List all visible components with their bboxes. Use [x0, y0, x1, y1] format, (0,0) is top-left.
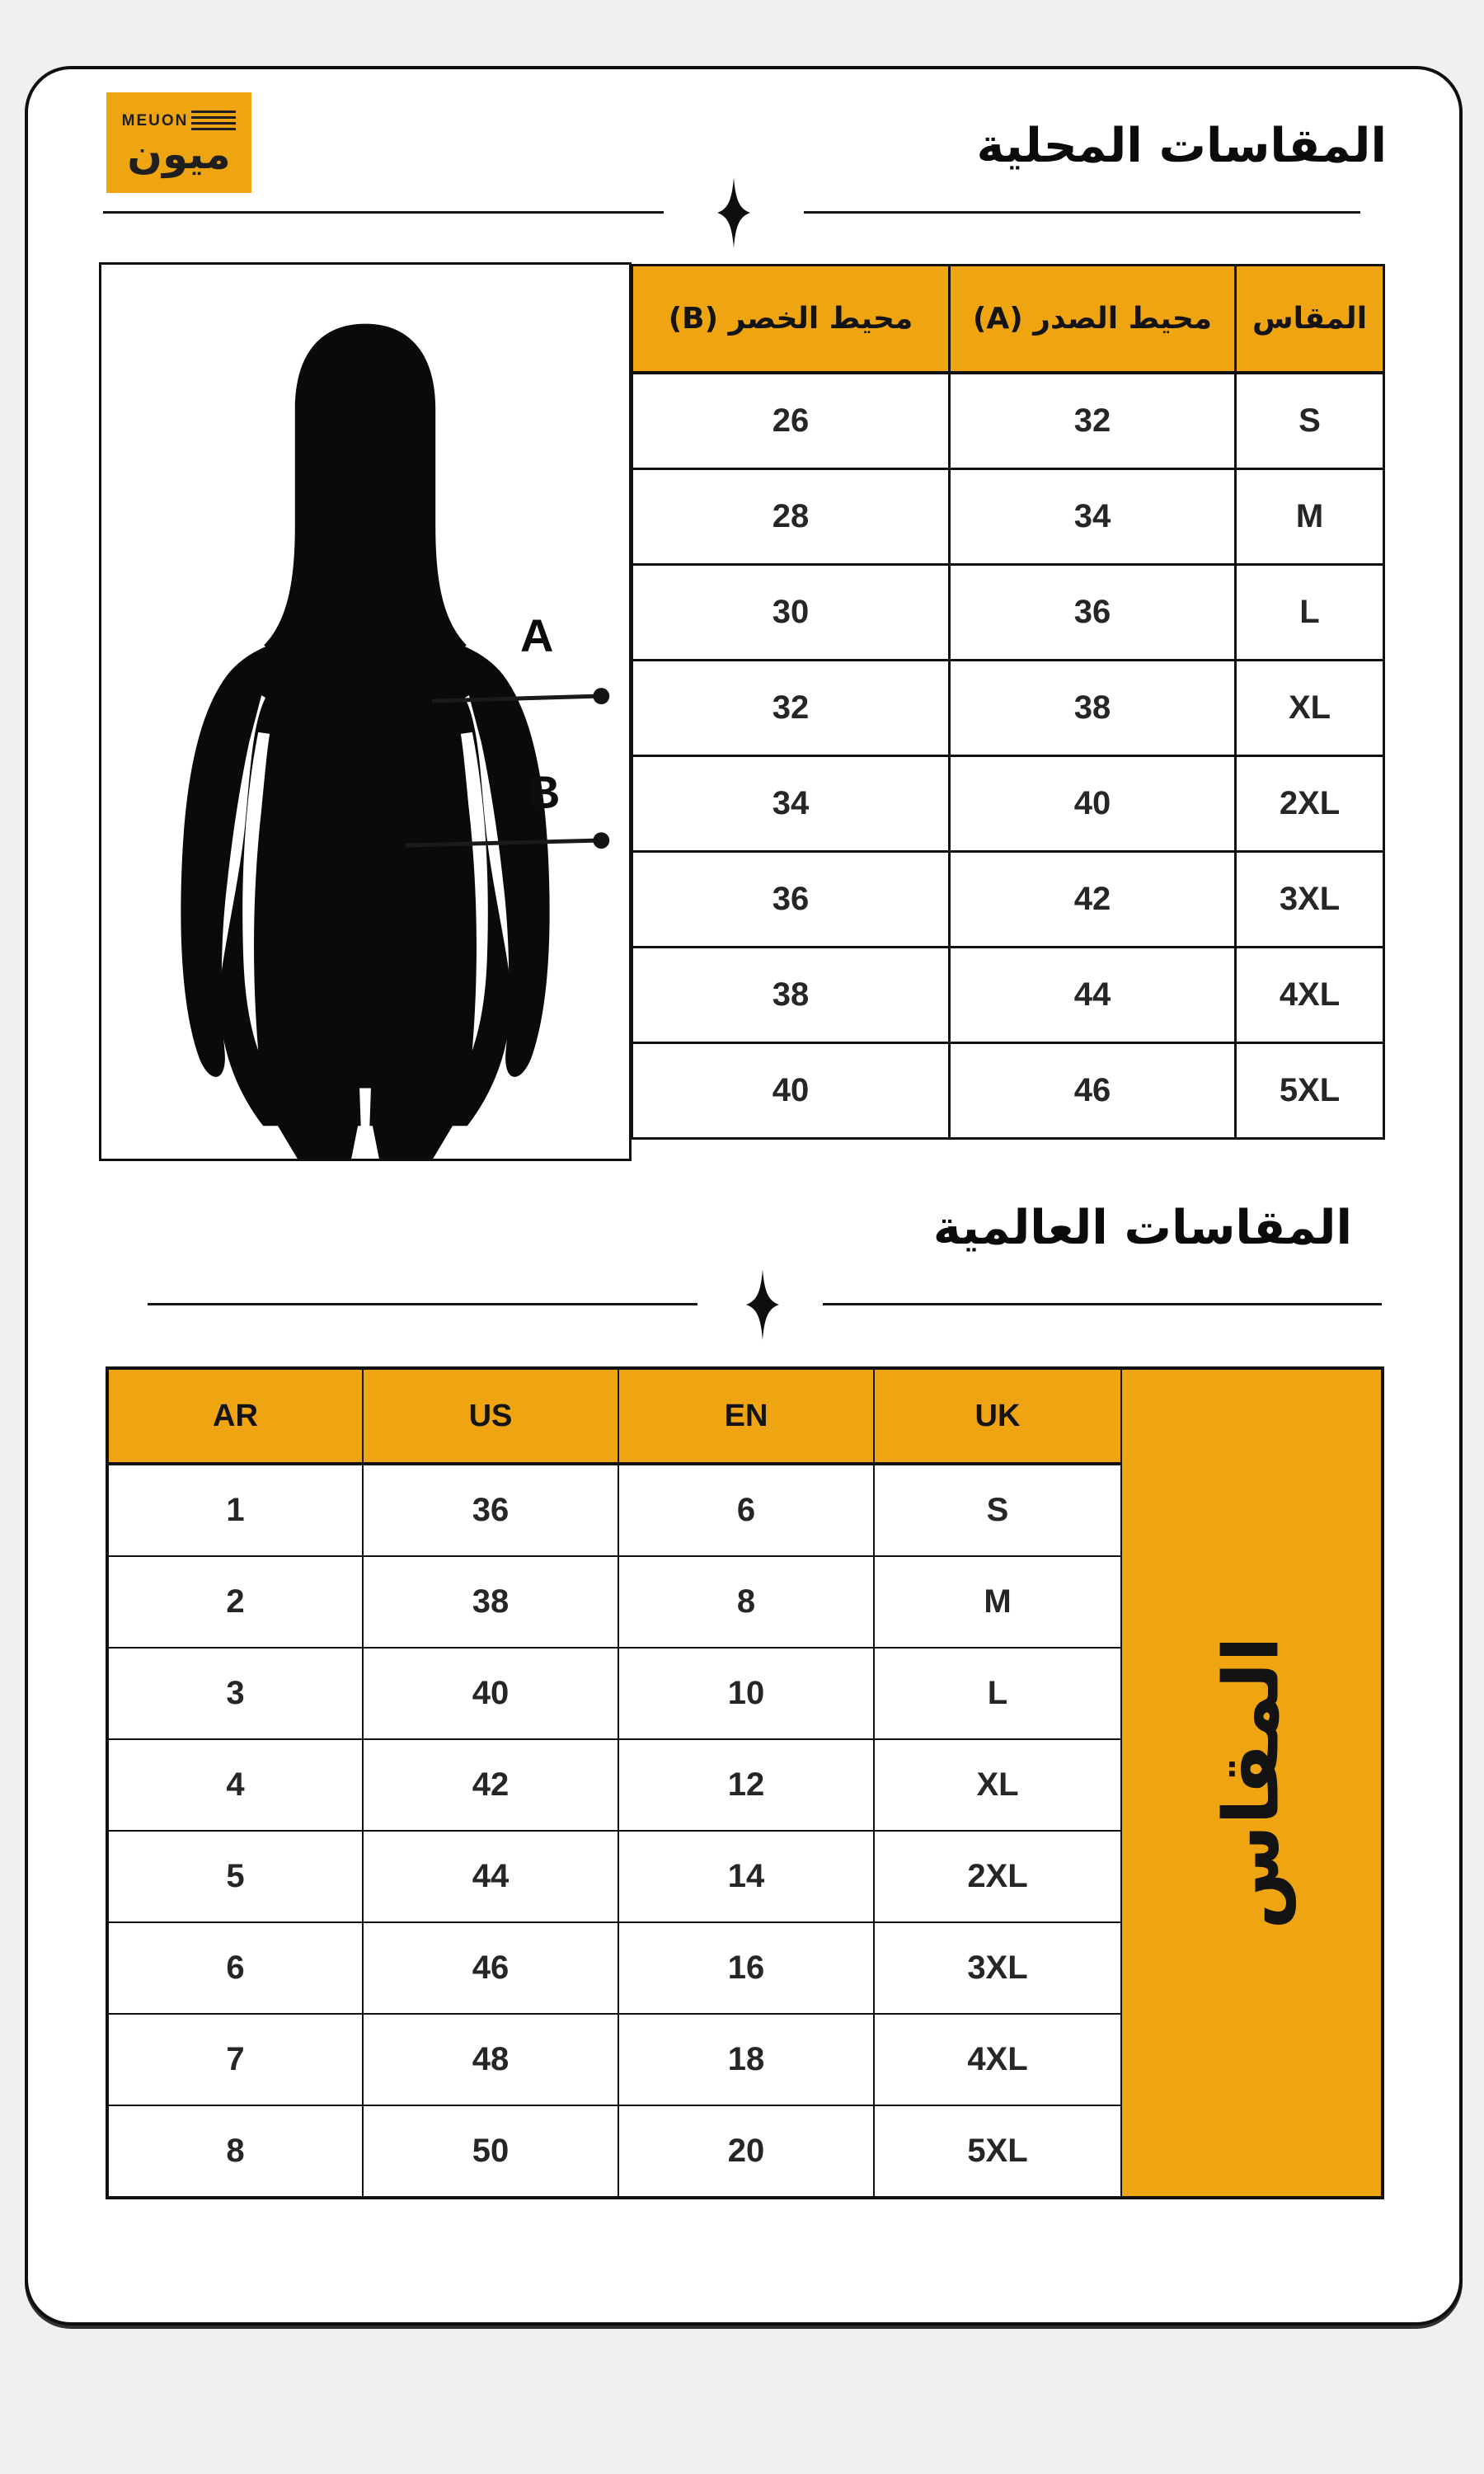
size-cell: 5XL — [1236, 1043, 1384, 1139]
ar-col-header: AR — [107, 1368, 363, 1464]
us-col-header: US — [363, 1368, 618, 1464]
en-cell: 8 — [618, 1556, 874, 1648]
waist-col-header: محيط الخصر (B) — [632, 266, 950, 374]
divider-line — [823, 1303, 1382, 1305]
waist-cell: 34 — [632, 756, 950, 852]
size-side-column — [1121, 1368, 1383, 2198]
table-row — [632, 1043, 1384, 1139]
uk-cell: 4XL — [874, 2014, 1121, 2105]
international-sizes-table — [106, 1366, 1384, 2199]
table-row — [632, 756, 1384, 852]
en-cell: 18 — [618, 2014, 874, 2105]
table-header-row — [632, 266, 1384, 374]
international-sizes-title: المقاسات العالمية — [932, 1201, 1352, 1255]
table-row — [632, 373, 1384, 469]
logo-latin-text: MEUON — [121, 111, 189, 129]
us-cell: 36 — [363, 1464, 618, 1556]
woman-silhouette-illustration — [101, 265, 629, 1159]
us-cell: 48 — [363, 2014, 618, 2105]
chest-cell: 40 — [950, 756, 1236, 852]
waist-cell: 40 — [632, 1043, 950, 1139]
size-cell: 2XL — [1236, 756, 1384, 852]
chest-cell: 34 — [950, 469, 1236, 565]
ar-cell: 4 — [107, 1739, 363, 1831]
size-cell: XL — [1236, 661, 1384, 756]
table-row — [632, 661, 1384, 756]
uk-cell: 3XL — [874, 1922, 1121, 2014]
table-row — [632, 469, 1384, 565]
chest-pointer-dot — [593, 688, 609, 704]
size-cell: 4XL — [1236, 948, 1384, 1043]
us-cell: 44 — [363, 1831, 618, 1922]
chest-cell: 44 — [950, 948, 1236, 1043]
en-col-header: EN — [618, 1368, 874, 1464]
chest-cell: 42 — [950, 852, 1236, 948]
logo-arabic-text: ميون — [127, 130, 231, 178]
size-cell: L — [1236, 565, 1384, 661]
size-cell: M — [1236, 469, 1384, 565]
ar-cell: 5 — [107, 1831, 363, 1922]
waist-cell: 38 — [632, 948, 950, 1043]
divider-line — [148, 1303, 697, 1305]
en-cell: 20 — [618, 2105, 874, 2198]
logo-top-row — [122, 111, 237, 130]
logo-stripes-icon — [191, 111, 236, 130]
table-row — [632, 852, 1384, 948]
chest-measure-label: A — [520, 609, 554, 661]
us-cell: 38 — [363, 1556, 618, 1648]
ar-cell: 8 — [107, 2105, 363, 2198]
uk-cell: XL — [874, 1739, 1121, 1831]
ar-cell: 2 — [107, 1556, 363, 1648]
size-col-header: المقاس — [1236, 266, 1384, 374]
divider-line — [804, 211, 1360, 214]
en-cell: 16 — [618, 1922, 874, 2014]
ar-cell: 7 — [107, 2014, 363, 2105]
waist-cell: 28 — [632, 469, 950, 565]
chest-cell: 36 — [950, 565, 1236, 661]
table-row — [632, 948, 1384, 1043]
waist-cell: 32 — [632, 661, 950, 756]
uk-cell: M — [874, 1556, 1121, 1648]
ar-cell: 1 — [107, 1464, 363, 1556]
local-sizes-title: المقاسات المحلية — [976, 119, 1387, 173]
waist-cell: 36 — [632, 852, 950, 948]
us-cell: 40 — [363, 1648, 618, 1739]
size-cell: 3XL — [1236, 852, 1384, 948]
brand-logo — [106, 92, 251, 193]
table-row — [632, 565, 1384, 661]
ar-cell: 6 — [107, 1922, 363, 2014]
chest-cell: 32 — [950, 373, 1236, 469]
us-cell: 50 — [363, 2105, 618, 2198]
uk-cell: S — [874, 1464, 1121, 1556]
table-header-row — [107, 1368, 1383, 1464]
chest-cell: 46 — [950, 1043, 1236, 1139]
waist-cell: 26 — [632, 373, 950, 469]
us-cell: 46 — [363, 1922, 618, 2014]
waist-pointer-dot — [593, 832, 609, 849]
sparkle-icon — [715, 170, 753, 256]
waist-measure-label: B — [527, 766, 561, 818]
sparkle-icon — [744, 1262, 782, 1348]
en-cell: 10 — [618, 1648, 874, 1739]
size-side-label: المقاس — [1207, 1636, 1296, 1930]
measurement-figure-box — [99, 262, 632, 1161]
uk-col-header: UK — [874, 1368, 1121, 1464]
uk-cell: 5XL — [874, 2105, 1121, 2198]
waist-cell: 30 — [632, 565, 950, 661]
en-cell: 14 — [618, 1831, 874, 1922]
size-cell: S — [1236, 373, 1384, 469]
us-cell: 42 — [363, 1739, 618, 1831]
divider-line — [103, 211, 664, 214]
uk-cell: L — [874, 1648, 1121, 1739]
ar-cell: 3 — [107, 1648, 363, 1739]
uk-cell: 2XL — [874, 1831, 1121, 1922]
chest-cell: 38 — [950, 661, 1236, 756]
en-cell: 6 — [618, 1464, 874, 1556]
chest-col-header: محيط الصدر (A) — [950, 266, 1236, 374]
en-cell: 12 — [618, 1739, 874, 1831]
local-sizes-table — [631, 264, 1385, 1140]
